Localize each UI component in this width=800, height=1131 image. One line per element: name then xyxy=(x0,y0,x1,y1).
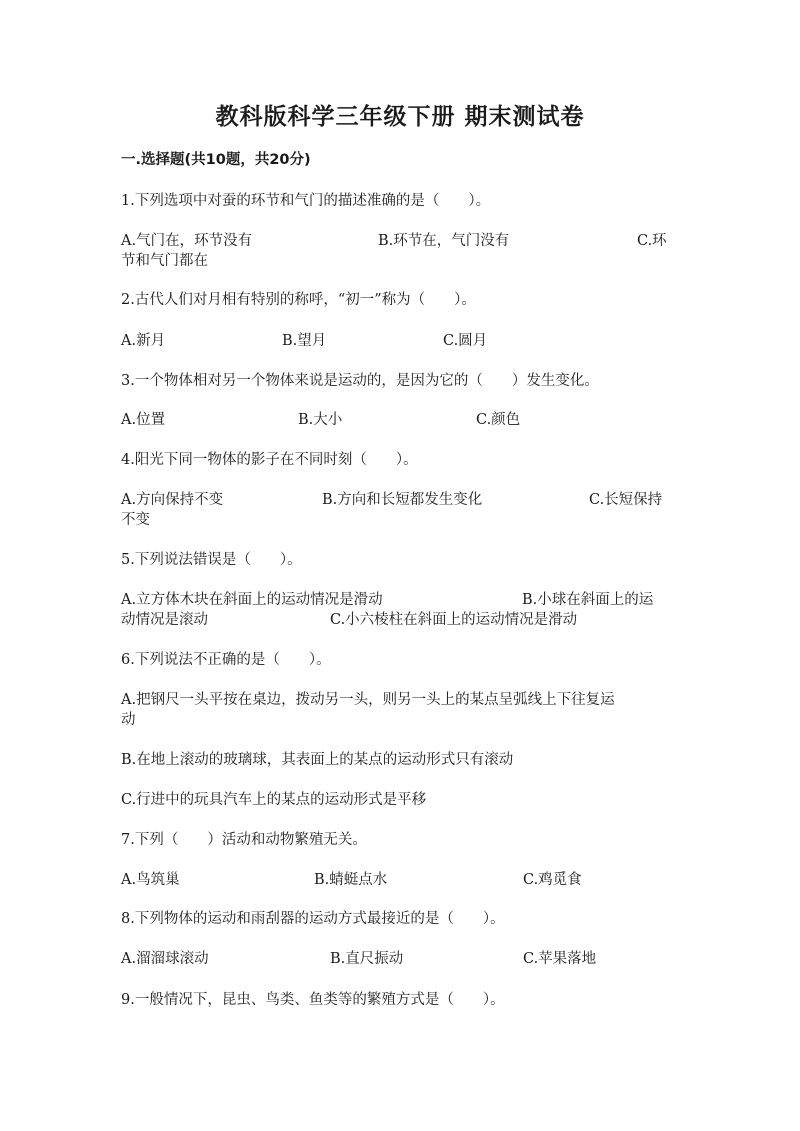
question-9-stem: 9.一般情况下，昆虫、鸟类、鱼类等的繁殖方式是（ ）。 xyxy=(121,992,505,1008)
question-8-option-a: A.溜溜球滚动 xyxy=(121,951,209,967)
question-7-option-a: A.鸟筑巢 xyxy=(121,872,180,888)
question-8-stem: 8.下列物体的运动和雨刮器的运动方式最接近的是（ ）。 xyxy=(121,911,505,927)
question-7-stem: 7.下列（ ）活动和动物繁殖无关。 xyxy=(121,832,367,848)
question-7-option-c: C.鸡觅食 xyxy=(523,872,582,888)
question-2-option-b: B.望月 xyxy=(282,333,327,349)
question-5-option-b: B.小球在斜面上的运 xyxy=(522,592,654,608)
question-1-option-b: B.环节在，气门没有 xyxy=(378,233,510,249)
question-6-option-c: C.行进中的玩具汽车上的某点的运动形式是平移 xyxy=(121,792,427,808)
question-6-option-a: A.把钢尺一头平按在桌边，拨动另一头，则另一头上的某点呈弧线上下往复运 xyxy=(121,692,615,708)
question-4-stem: 4.阳光下同一物体的影子在不同时刻（ ）。 xyxy=(121,452,418,468)
question-3-option-a: A.位置 xyxy=(121,412,166,428)
question-5-option-c: C.小六棱柱在斜面上的运动情况是滑动 xyxy=(330,612,578,628)
question-6-option-b: B.在地上滚动的玻璃球，其表面上的某点的运动形式只有滚动 xyxy=(121,752,514,768)
question-4-option-c-continued: 不变 xyxy=(121,512,150,528)
question-2-option-a: A.新月 xyxy=(121,333,166,349)
question-6-option-a-continued: 动 xyxy=(121,712,136,728)
question-7-option-b: B.蜻蜓点水 xyxy=(314,872,388,888)
question-2-option-c: C.圆月 xyxy=(443,333,488,349)
question-8-option-c: C.苹果落地 xyxy=(523,951,597,967)
question-5-option-a: A.立方体木块在斜面上的运动情况是滑动 xyxy=(121,592,383,608)
question-5-option-b-continued: 动情况是滚动 xyxy=(121,612,208,628)
question-4-option-c: C.长短保持 xyxy=(589,492,663,508)
question-6-stem: 6.下列说法不正确的是（ ）。 xyxy=(121,652,331,668)
question-3-stem: 3.一个物体相对另一个物体来说是运动的，是因为它的（ ）发生变化。 xyxy=(121,373,599,389)
question-5-stem: 5.下列说法错误是（ ）。 xyxy=(121,552,302,568)
question-1-option-a: A.气门在，环节没有 xyxy=(121,233,253,249)
question-2-stem: 2.古代人们对月相有特别的称呼，“初一”称为（ ）。 xyxy=(121,292,476,308)
question-1-stem: 1.下列选项中对蚕的环节和气门的描述准确的是（ ）。 xyxy=(121,193,491,209)
question-1-option-c-continued: 节和气门都在 xyxy=(121,253,208,269)
page-title: 教科版科学三年级下册 期末测试卷 xyxy=(215,104,585,130)
question-4-option-b: B.方向和长短都发生变化 xyxy=(322,492,483,508)
question-4-option-a: A.方向保持不变 xyxy=(121,492,224,508)
question-3-option-c: C.颜色 xyxy=(476,412,521,428)
question-8-option-b: B.直尺振动 xyxy=(330,951,404,967)
question-3-option-b: B.大小 xyxy=(298,412,343,428)
question-1-option-c: C.环 xyxy=(637,233,667,249)
section-heading: 一.选择题(共10题，共20分) xyxy=(121,152,311,168)
